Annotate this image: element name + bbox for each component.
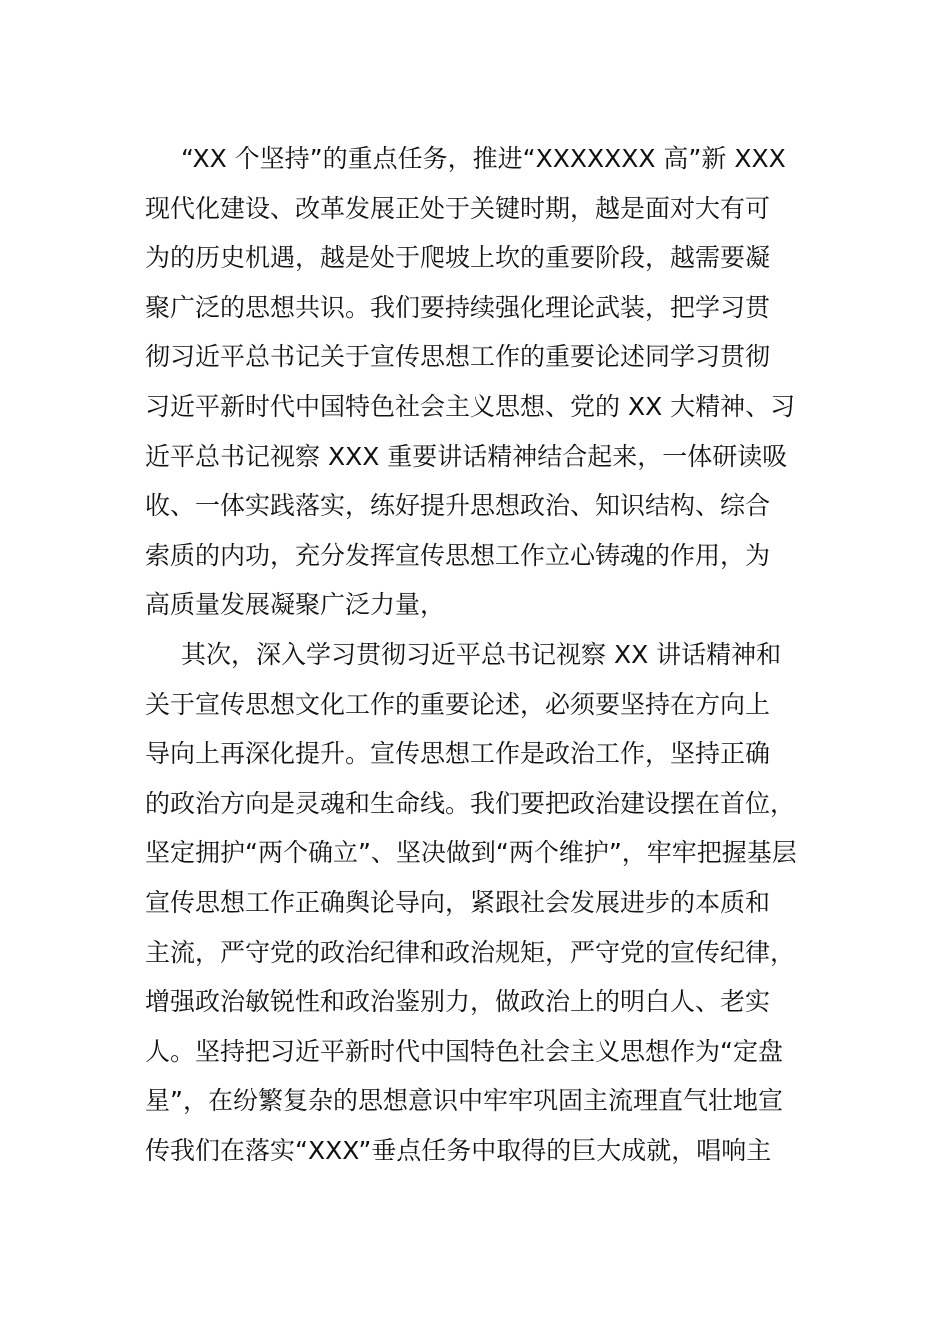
text-line: 的政治方向是灵魂和生命线。我们要把政治建设摆在首位， [145,788,796,818]
text-line: 高质量发展凝聚广泛力量， [145,590,446,620]
text-line: “XX 个坚持”的重点任务，推进“XXXXXXX 高”新 XXX [181,144,786,173]
text-line: 传我们在落实“XXX”垂点任务中取得的巨大成就，唱响主 [145,1135,772,1165]
text-line: 习近平新时代中国特色社会主义思想、党的 XX 大精神、习 [145,391,796,421]
text-line: 为的历史机遇，越是处于爬坡上坎的重要阶段，越需要凝 [145,243,771,273]
paragraph-2 [145,630,805,1176]
text-line: 现代化建设、改革发展正处于关键时期，越是面对大有可 [145,193,771,223]
text-line: 索质的内功，充分发挥宣传思想工作立心铸魂的作用，为 [145,540,771,570]
text-line: 增强政治敏锐性和政治鉴别力，做政治上的明白人、老实 [145,987,771,1017]
text-line: 近平总书记视察 XXX 重要讲话精神结合起来，一体研读吸 [145,441,788,471]
text-line: 彻习近平总书记关于宣传思想工作的重要论述同学习贯彻 [145,342,771,372]
text-line: 人。坚持把习近平新时代中国特色社会主义思想作为“定盘 [145,1036,783,1066]
text-line: 主流，严守党的政治纪律和政治规矩，严守党的宣传纪律， [145,937,796,967]
text-line: 收、一体实践落实，练好提升思想政治、知识结构、综合 [145,491,771,521]
text-line: 宣传思想工作正确舆论导向，紧跟社会发展进步的本质和 [145,887,771,917]
text-line: 聚广泛的思想共识。我们要持续强化理论武装，把学习贯 [145,292,771,322]
text-line: 其次，深入学习贯彻习近平总书记视察 XX 讲话精神和 [181,640,782,669]
text-line: 关于宣传思想文化工作的重要论述，必须要坚持在方向上 [145,689,771,719]
text-line: 导向上再深化提升。宣传思想工作是政治工作，坚持正确 [145,739,771,769]
paragraph-1 [145,134,805,630]
text-line: 星”，在纷繁复杂的思想意识中牢牢巩固主流理直气壮地宣 [145,1086,783,1116]
text-line: 坚定拥护“两个确立”、坚决做到“两个维护”，牢牢把握基层 [145,838,797,868]
